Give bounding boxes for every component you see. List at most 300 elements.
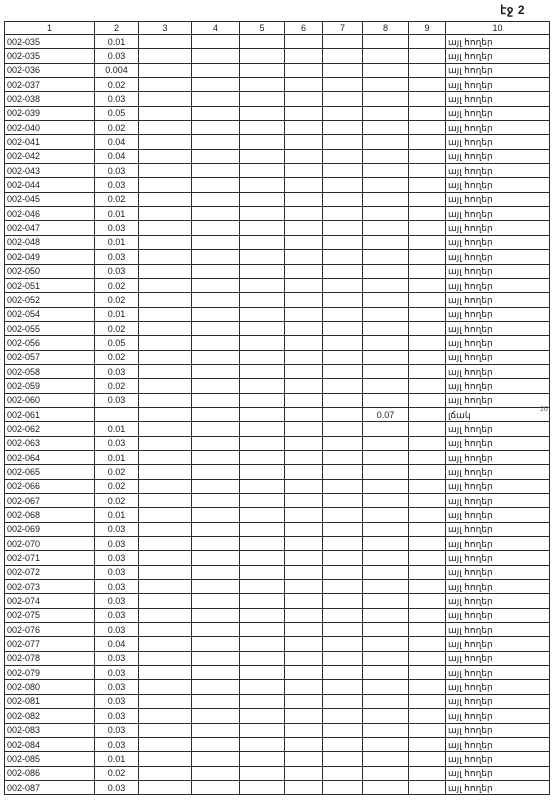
column-8-cell	[363, 666, 409, 680]
empty-cell	[285, 666, 323, 680]
column-header-1: 1	[5, 22, 95, 35]
empty-cell	[409, 307, 446, 321]
empty-cell	[192, 623, 240, 637]
empty-cell	[409, 135, 446, 149]
column-8-cell	[363, 293, 409, 307]
empty-cell	[285, 250, 323, 264]
empty-cell	[139, 78, 192, 92]
empty-cell	[323, 307, 363, 321]
column-8-cell	[363, 737, 409, 751]
empty-cell	[409, 594, 446, 608]
empty-cell	[285, 35, 323, 49]
area-cell: 0.01	[95, 450, 139, 464]
empty-cell	[240, 479, 285, 493]
empty-cell	[240, 78, 285, 92]
empty-cell	[285, 737, 323, 751]
empty-cell	[285, 178, 323, 192]
column-header-3: 3	[139, 22, 192, 35]
table-row	[5, 637, 550, 651]
column-header-9: 9	[409, 22, 446, 35]
empty-cell	[409, 63, 446, 77]
parcel-code-cell: 002-060	[5, 393, 95, 407]
land-type-cell: այլ հողեր	[446, 680, 550, 694]
empty-cell	[409, 149, 446, 163]
empty-cell	[323, 637, 363, 651]
area-cell: 0.02	[95, 278, 139, 292]
empty-cell	[240, 780, 285, 794]
area-cell: 0.04	[95, 135, 139, 149]
table-row	[5, 422, 550, 436]
empty-cell	[285, 465, 323, 479]
empty-cell	[240, 278, 285, 292]
empty-cell	[323, 379, 363, 393]
empty-cell	[139, 580, 192, 594]
empty-cell	[192, 465, 240, 479]
empty-cell	[285, 149, 323, 163]
empty-cell	[323, 135, 363, 149]
land-type-cell: այլ հողեր	[446, 723, 550, 737]
area-cell: 0.03	[95, 608, 139, 622]
table-row	[5, 709, 550, 723]
column-8-cell	[363, 537, 409, 551]
parcel-code-cell: 002-065	[5, 465, 95, 479]
table-row	[5, 178, 550, 192]
empty-cell	[240, 680, 285, 694]
land-type-cell: այլ հողեր	[446, 149, 550, 163]
table-row	[5, 336, 550, 350]
empty-cell	[285, 522, 323, 536]
empty-cell	[323, 336, 363, 350]
empty-cell	[409, 479, 446, 493]
empty-cell	[409, 78, 446, 92]
column-header-7: 7	[323, 22, 363, 35]
empty-cell	[139, 192, 192, 206]
table-row	[5, 465, 550, 479]
empty-cell	[139, 694, 192, 708]
land-type-cell: այլ հողեր	[446, 494, 550, 508]
empty-cell	[285, 164, 323, 178]
empty-cell	[409, 192, 446, 206]
land-type-cell: այլ հողեր	[446, 780, 550, 794]
empty-cell	[285, 766, 323, 780]
empty-cell	[139, 207, 192, 221]
land-type-cell: այլ հողեր	[446, 594, 550, 608]
empty-cell	[409, 666, 446, 680]
parcel-code-cell: 002-078	[5, 651, 95, 665]
empty-cell	[409, 450, 446, 464]
empty-cell	[139, 537, 192, 551]
land-type-cell: այլ հողեր	[446, 565, 550, 579]
empty-cell	[323, 35, 363, 49]
empty-cell	[323, 364, 363, 378]
empty-cell	[285, 494, 323, 508]
empty-cell	[240, 766, 285, 780]
empty-cell	[323, 565, 363, 579]
empty-cell	[409, 235, 446, 249]
empty-cell	[409, 680, 446, 694]
header-row	[5, 22, 550, 35]
empty-cell	[409, 379, 446, 393]
empty-cell	[285, 78, 323, 92]
parcel-code-cell: 002-047	[5, 221, 95, 235]
empty-cell	[409, 164, 446, 178]
empty-cell	[409, 121, 446, 135]
empty-cell	[192, 651, 240, 665]
land-type-cell: այլ հողեր	[446, 164, 550, 178]
column-8-cell	[363, 608, 409, 622]
column-header-6: 6	[285, 22, 323, 35]
empty-cell	[139, 221, 192, 235]
parcel-code-cell: 002-043	[5, 164, 95, 178]
empty-cell	[139, 364, 192, 378]
table-row	[5, 666, 550, 680]
column-8-cell	[363, 178, 409, 192]
column-8-cell	[363, 49, 409, 63]
parcel-code-cell: 002-036	[5, 63, 95, 77]
empty-cell	[192, 350, 240, 364]
empty-cell	[240, 192, 285, 206]
empty-cell	[409, 350, 446, 364]
empty-cell	[192, 666, 240, 680]
empty-cell	[409, 522, 446, 536]
empty-cell	[192, 737, 240, 751]
land-type-cell: այլ հողեր	[446, 35, 550, 49]
column-8-cell	[363, 264, 409, 278]
empty-cell	[285, 235, 323, 249]
empty-cell	[240, 494, 285, 508]
empty-cell	[285, 264, 323, 278]
area-cell: 0.004	[95, 63, 139, 77]
empty-cell	[285, 709, 323, 723]
land-type-cell: այլ հողեր	[446, 422, 550, 436]
parcel-code-cell: 002-085	[5, 752, 95, 766]
area-cell: 0.02	[95, 350, 139, 364]
parcel-code-cell: 002-044	[5, 178, 95, 192]
table-row	[5, 737, 550, 751]
empty-cell	[323, 522, 363, 536]
empty-cell	[409, 364, 446, 378]
land-type-cell: այլ հողեր	[446, 537, 550, 551]
empty-cell	[409, 293, 446, 307]
column-8-cell	[363, 522, 409, 536]
parcel-code-cell: 002-042	[5, 149, 95, 163]
table-row	[5, 307, 550, 321]
empty-cell	[409, 608, 446, 622]
empty-cell	[139, 752, 192, 766]
parcel-code-cell: 002-068	[5, 508, 95, 522]
column-8-cell	[363, 393, 409, 407]
empty-cell	[192, 293, 240, 307]
table-row	[5, 135, 550, 149]
empty-cell	[409, 92, 446, 106]
area-cell	[95, 407, 139, 421]
column-8-cell	[363, 565, 409, 579]
table-row	[5, 537, 550, 551]
empty-cell	[192, 235, 240, 249]
empty-cell	[192, 766, 240, 780]
column-header-2: 2	[95, 22, 139, 35]
land-type-cell: այլ հողեր	[446, 178, 550, 192]
empty-cell	[192, 207, 240, 221]
empty-cell	[139, 651, 192, 665]
table-row	[5, 264, 550, 278]
empty-cell	[192, 164, 240, 178]
empty-cell	[409, 221, 446, 235]
empty-cell	[409, 264, 446, 278]
parcel-code-cell: 002-066	[5, 479, 95, 493]
parcel-code-cell: 002-083	[5, 723, 95, 737]
empty-cell	[240, 35, 285, 49]
parcel-code-cell: 002-067	[5, 494, 95, 508]
table-row	[5, 92, 550, 106]
empty-cell	[192, 35, 240, 49]
land-type-cell: այլ հողեր	[446, 709, 550, 723]
table-row	[5, 436, 550, 450]
land-type-cell: այլ հողեր	[446, 106, 550, 120]
empty-cell	[139, 35, 192, 49]
empty-cell	[192, 565, 240, 579]
empty-cell	[323, 580, 363, 594]
empty-cell	[323, 49, 363, 63]
empty-cell	[285, 207, 323, 221]
empty-cell	[285, 407, 323, 421]
empty-cell	[192, 307, 240, 321]
empty-cell	[139, 407, 192, 421]
column-8-cell	[363, 422, 409, 436]
table-row	[5, 235, 550, 249]
column-8-cell	[363, 623, 409, 637]
empty-cell	[285, 92, 323, 106]
land-type-cell: այլ հողեր	[446, 522, 550, 536]
table-row	[5, 494, 550, 508]
column-8-cell	[363, 680, 409, 694]
empty-cell	[240, 450, 285, 464]
empty-cell	[240, 436, 285, 450]
empty-cell	[285, 752, 323, 766]
empty-cell	[240, 350, 285, 364]
column-8-cell	[363, 694, 409, 708]
empty-cell	[409, 737, 446, 751]
empty-cell	[139, 164, 192, 178]
land-type-cell: այլ հողեր	[446, 752, 550, 766]
empty-cell	[139, 293, 192, 307]
empty-cell	[323, 92, 363, 106]
column-8-cell: 0.07	[363, 407, 409, 421]
empty-cell	[285, 278, 323, 292]
column-8-cell	[363, 106, 409, 120]
empty-cell	[139, 121, 192, 135]
empty-cell	[323, 250, 363, 264]
empty-cell	[285, 565, 323, 579]
empty-cell	[323, 192, 363, 206]
land-type-cell: այլ հողեր	[446, 450, 550, 464]
empty-cell	[285, 192, 323, 206]
empty-cell	[139, 321, 192, 335]
empty-cell	[285, 780, 323, 794]
land-type-cell: այլ հողեր	[446, 293, 550, 307]
parcel-code-cell: 002-041	[5, 135, 95, 149]
area-cell: 0.01	[95, 35, 139, 49]
empty-cell	[323, 537, 363, 551]
empty-cell	[285, 450, 323, 464]
area-cell: 0.02	[95, 78, 139, 92]
empty-cell	[139, 465, 192, 479]
table-row	[5, 164, 550, 178]
empty-cell	[285, 594, 323, 608]
empty-cell	[192, 49, 240, 63]
empty-cell	[285, 221, 323, 235]
empty-cell	[139, 350, 192, 364]
parcel-code-cell: 002-062	[5, 422, 95, 436]
parcel-code-cell: 002-080	[5, 680, 95, 694]
parcel-code-cell: 002-035	[5, 35, 95, 49]
empty-cell	[323, 78, 363, 92]
column-8-cell	[363, 164, 409, 178]
empty-cell	[192, 106, 240, 120]
parcel-code-cell: 002-056	[5, 336, 95, 350]
column-8-cell	[363, 752, 409, 766]
margin-note: 10	[540, 406, 548, 413]
empty-cell	[139, 436, 192, 450]
table-row	[5, 78, 550, 92]
empty-cell	[240, 422, 285, 436]
table-row	[5, 278, 550, 292]
parcel-code-cell: 002-087	[5, 780, 95, 794]
parcel-code-cell: 002-049	[5, 250, 95, 264]
empty-cell	[139, 336, 192, 350]
area-cell: 0.03	[95, 737, 139, 751]
column-8-cell	[363, 766, 409, 780]
column-8-cell	[363, 350, 409, 364]
empty-cell	[192, 436, 240, 450]
empty-cell	[240, 250, 285, 264]
land-type-cell: այլ հողեր	[446, 364, 550, 378]
land-type-cell: այլ հողեր	[446, 608, 550, 622]
empty-cell	[192, 264, 240, 278]
area-cell: 0.02	[95, 479, 139, 493]
empty-cell	[285, 293, 323, 307]
empty-cell	[323, 207, 363, 221]
empty-cell	[323, 178, 363, 192]
empty-cell	[409, 321, 446, 335]
land-type-cell: այլ հողեր	[446, 479, 550, 493]
table-row	[5, 565, 550, 579]
parcel-code-cell: 002-046	[5, 207, 95, 221]
table-row	[5, 350, 550, 364]
area-cell: 0.03	[95, 164, 139, 178]
column-8-cell	[363, 494, 409, 508]
area-cell: 0.03	[95, 393, 139, 407]
empty-cell	[285, 723, 323, 737]
empty-cell	[192, 723, 240, 737]
column-8-cell	[363, 780, 409, 794]
area-cell: 0.03	[95, 594, 139, 608]
area-cell: 0.01	[95, 307, 139, 321]
parcel-code-cell: 002-037	[5, 78, 95, 92]
column-8-cell	[363, 479, 409, 493]
empty-cell	[323, 221, 363, 235]
empty-cell	[240, 594, 285, 608]
empty-cell	[139, 551, 192, 565]
table-row	[5, 594, 550, 608]
empty-cell	[139, 594, 192, 608]
column-8-cell	[363, 192, 409, 206]
empty-cell	[409, 49, 446, 63]
table-row	[5, 651, 550, 665]
parcel-code-cell: 002-057	[5, 350, 95, 364]
column-header-5: 5	[240, 22, 285, 35]
empty-cell	[323, 709, 363, 723]
empty-cell	[409, 694, 446, 708]
table-row	[5, 766, 550, 780]
empty-cell	[323, 393, 363, 407]
area-cell: 0.05	[95, 336, 139, 350]
table-row	[5, 450, 550, 464]
column-8-cell	[363, 235, 409, 249]
empty-cell	[192, 680, 240, 694]
empty-cell	[285, 121, 323, 135]
land-type-cell: այլ հողեր	[446, 651, 550, 665]
parcel-code-cell: 002-081	[5, 694, 95, 708]
empty-cell	[285, 694, 323, 708]
column-8-cell	[363, 121, 409, 135]
empty-cell	[409, 551, 446, 565]
empty-cell	[240, 623, 285, 637]
area-cell: 0.03	[95, 694, 139, 708]
empty-cell	[240, 364, 285, 378]
table-row	[5, 752, 550, 766]
table-row	[5, 207, 550, 221]
land-type-cell: այլ հողեր	[446, 551, 550, 565]
empty-cell	[139, 680, 192, 694]
empty-cell	[285, 49, 323, 63]
parcel-code-cell: 002-038	[5, 92, 95, 106]
parcel-code-cell: 002-063	[5, 436, 95, 450]
parcel-code-cell: 002-082	[5, 709, 95, 723]
empty-cell	[409, 494, 446, 508]
parcel-code-cell: 002-058	[5, 364, 95, 378]
empty-cell	[139, 479, 192, 493]
empty-cell	[285, 551, 323, 565]
table-row	[5, 149, 550, 163]
empty-cell	[323, 149, 363, 163]
empty-cell	[192, 494, 240, 508]
empty-cell	[139, 494, 192, 508]
empty-cell	[139, 422, 192, 436]
empty-cell	[409, 565, 446, 579]
empty-cell	[240, 737, 285, 751]
empty-cell	[192, 422, 240, 436]
empty-cell	[192, 135, 240, 149]
table-row	[5, 321, 550, 335]
table-row	[5, 63, 550, 77]
empty-cell	[240, 63, 285, 77]
table-row	[5, 192, 550, 206]
area-cell: 0.04	[95, 149, 139, 163]
column-8-cell	[363, 63, 409, 77]
table-row	[5, 393, 550, 407]
parcel-code-cell: 002-086	[5, 766, 95, 780]
empty-cell	[192, 580, 240, 594]
empty-cell	[285, 350, 323, 364]
area-cell: 0.01	[95, 752, 139, 766]
empty-cell	[409, 178, 446, 192]
area-cell: 0.04	[95, 637, 139, 651]
land-parcel-table	[4, 21, 550, 795]
parcel-code-cell: 002-052	[5, 293, 95, 307]
column-8-cell	[363, 149, 409, 163]
land-type-cell: այլ հողեր	[446, 278, 550, 292]
